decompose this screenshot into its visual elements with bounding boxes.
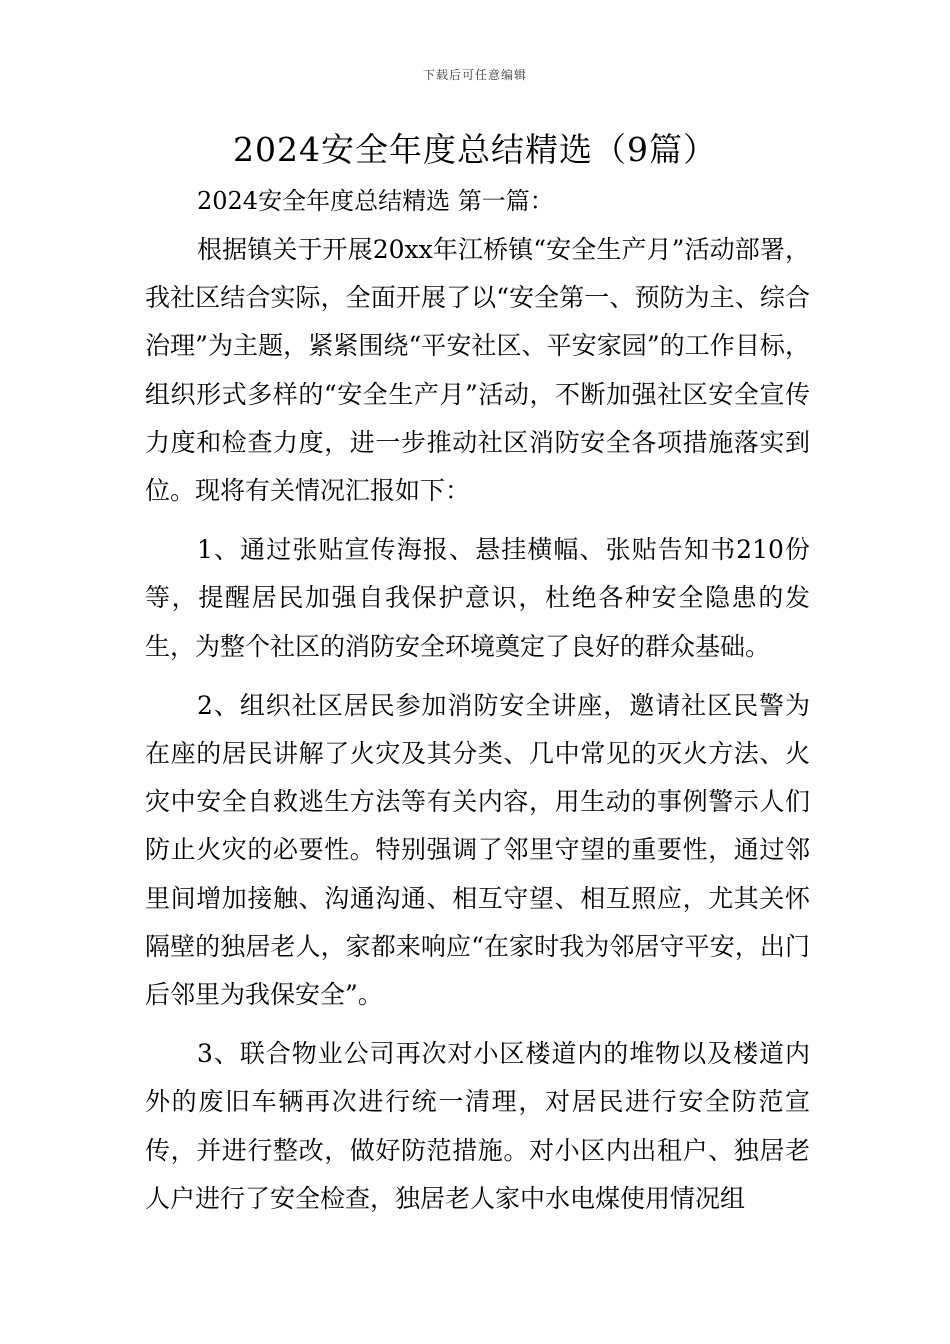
paragraph-intro: 根据镇关于开展20xx年江桥镇“安全生产月”活动部署，我社区结合实际，全面开展了以“安全第一、预防为主、综合治理”为主题，紧紧围绕“平安社区、平安家园”的工作目标，组织形式多样的“安全生产月”活动，不断加强社区安全宣传力度和检查力度，进一步推动社区消防安全各项措施落实到位。现将有关情况汇报如下： (145, 235, 810, 506)
paragraph-2: 2、组织社区居民参加消防安全讲座，邀请社区民警为在座的居民讲解了火灾及其分类、几中常见的灭火方法、火灾中安全自救逃生方法等有关内容，用生动的事例警示人们防止火灾的必要性。特别强调了邻里守望的重要性，通过邻里间增加接触、沟通沟通、相互守望、相互照应，尤其关怀隔壁的独居老人，家都来响应“在家时我为邻居守平安，出门后邻里为我保安全”。 (145, 690, 810, 1010)
paragraph-3: 3、联合物业公司再次对小区楼道内的堆物以及楼道内外的废旧车辆再次进行统一清理，对居民进行安全防范宣传，并进行整改，做好防范措施。对小区内出租户、独居老人户进行了安全检查，独居老人家中水电煤使用情况组 (145, 1039, 810, 1213)
section-heading: 2024安全年度总结精选 第一篇： (197, 187, 554, 215)
download-note: 下载后可任意编辑 (422, 68, 527, 82)
document-title: 2024安全年度总结精选（9篇） (233, 130, 717, 169)
paragraph-1: 1、通过张贴宣传海报、悬挂横幅、张贴告知书210份等，提醒居民加强自我保护意识，杜绝各种安全隐患的发生，为整个社区的消防安全环境奠定了良好的群众基础。 (145, 535, 810, 661)
document-body (145, 176, 810, 1223)
